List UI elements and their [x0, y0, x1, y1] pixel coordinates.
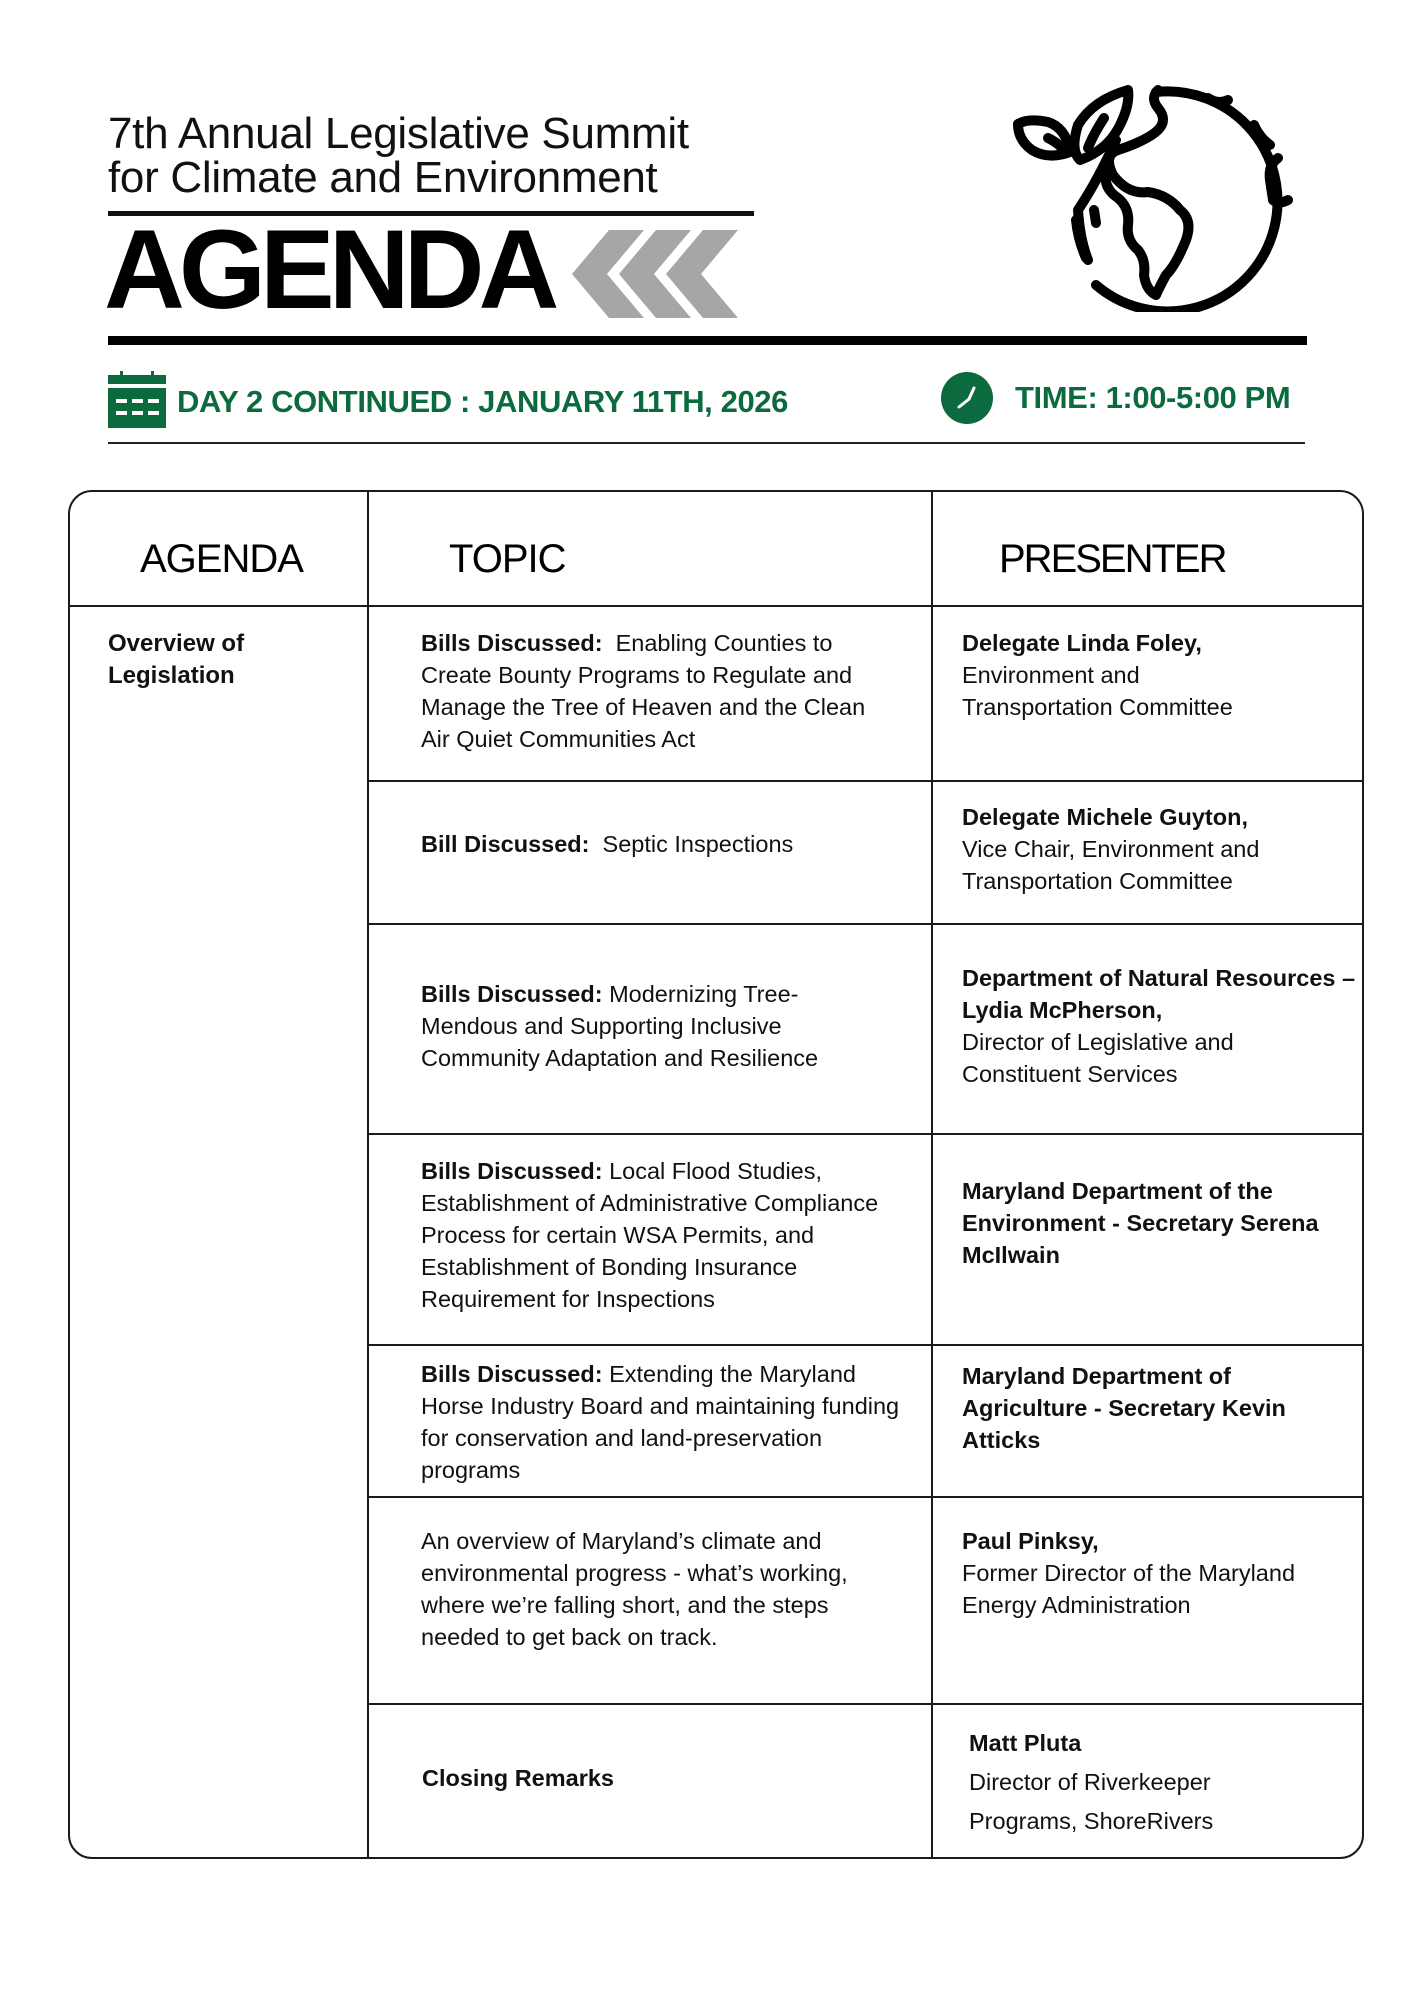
day-date-label: DAY 2 CONTINUED : JANUARY 11TH, 2026 — [177, 384, 788, 419]
topic-cell — [421, 1155, 901, 1315]
topic-label: Bills Discussed: — [421, 630, 603, 656]
topic-text: Local Flood Studies, Establishment of Administrative Compliance Process for certain WSA Permits, and Establishment of Bonding Insurance Requirement for Inspections — [421, 1158, 879, 1312]
presenter-title: Director of Legislative and Constituent Services — [962, 1029, 1234, 1087]
presenter-title: Environment and Transportation Committee — [962, 662, 1233, 720]
topic-label: Bills Discussed: — [421, 1361, 603, 1387]
topic-label: Bills Discussed: — [421, 981, 603, 1007]
topic-cell — [421, 1525, 901, 1653]
presenter-cell — [962, 627, 1352, 723]
column-divider — [931, 492, 933, 1857]
row-divider — [367, 1344, 1362, 1346]
presenter-name: Delegate Michele Guyton, — [962, 804, 1248, 830]
topic-cell — [422, 1762, 822, 1794]
agenda-item-line: Overview of — [108, 630, 245, 657]
presenter-name: Maryland Department of the Environment - Secretary Serena McIlwain — [962, 1178, 1319, 1268]
column-header-agenda: AGENDA — [140, 537, 303, 581]
presenter-title: Former Director of the Maryland Energy Administration — [962, 1560, 1296, 1618]
topic-text: Modernizing Tree-Mendous and Supporting Inclusive Community Adaptation and Resilience — [421, 981, 819, 1071]
row-divider — [367, 1703, 1362, 1705]
topic-text: Extending the Maryland Horse Industry Board and maintaining funding for conservation and land-preservation programs — [421, 1361, 900, 1483]
time-label: TIME: 1:00-5:00 PM — [1015, 380, 1291, 415]
topic-label: Bill Discussed: — [421, 831, 590, 857]
globe-with-leaf-icon — [1008, 80, 1300, 312]
column-divider — [367, 492, 369, 1857]
topic-text: Enabling Counties to Create Bounty Programs to Regulate and Manage the Tree of Heaven and the Clean Air Quiet Communities Act — [421, 630, 866, 752]
column-header-topic: TOPIC — [449, 537, 566, 581]
topic-cell — [421, 978, 881, 1074]
row-divider — [367, 1133, 1362, 1135]
topic-label: Closing Remarks — [422, 1765, 614, 1791]
topic-cell — [421, 828, 901, 860]
agenda-item — [108, 628, 348, 692]
agenda-table — [68, 490, 1364, 1859]
column-header-presenter: PRESENTER — [999, 537, 1226, 581]
presenter-cell — [962, 1175, 1362, 1271]
topic-label: Bills Discussed: — [421, 1158, 603, 1184]
row-divider — [367, 1496, 1362, 1498]
presenter-name: Delegate Linda Foley, — [962, 630, 1202, 656]
topic-cell — [421, 1358, 911, 1486]
subheader-divider — [108, 442, 1305, 444]
row-divider — [367, 923, 1362, 925]
event-title-line-1: 7th Annual Legislative Summit — [108, 109, 689, 158]
topic-cell — [421, 627, 891, 755]
header-divider — [108, 336, 1307, 345]
topic-text: Septic Inspections — [602, 831, 794, 857]
presenter-title: Vice Chair, Environment and Transportation Committee — [962, 836, 1260, 894]
agenda-item-line: Legislation — [108, 662, 235, 689]
triple-chevron-left-icon — [572, 230, 740, 320]
topic-text: An overview of Maryland’s climate and environmental progress - what’s working, where we’re falling short, and the steps needed to get back on track. — [421, 1528, 848, 1650]
presenter-title: Director of Riverkeeper Programs, ShoreRivers — [969, 1769, 1214, 1834]
presenter-name: Maryland Department of Agriculture - Secretary Kevin Atticks — [962, 1363, 1286, 1453]
presenter-cell — [962, 1525, 1362, 1621]
presenter-cell — [962, 801, 1322, 897]
presenter-name: Paul Pinksy, — [962, 1528, 1099, 1554]
calendar-icon — [108, 371, 166, 428]
presenter-cell — [962, 962, 1362, 1090]
presenter-cell — [969, 1724, 1269, 1841]
presenter-name: Department of Natural Resources – Lydia McPherson, — [962, 965, 1356, 1023]
event-title-line-2: for Climate and Environment — [108, 153, 658, 202]
presenter-name: Matt Pluta — [969, 1730, 1082, 1756]
page-title: AGENDA — [104, 207, 554, 332]
clock-icon — [941, 372, 993, 424]
header-row-divider — [70, 605, 1362, 607]
presenter-cell — [962, 1360, 1332, 1456]
row-divider — [367, 780, 1362, 782]
